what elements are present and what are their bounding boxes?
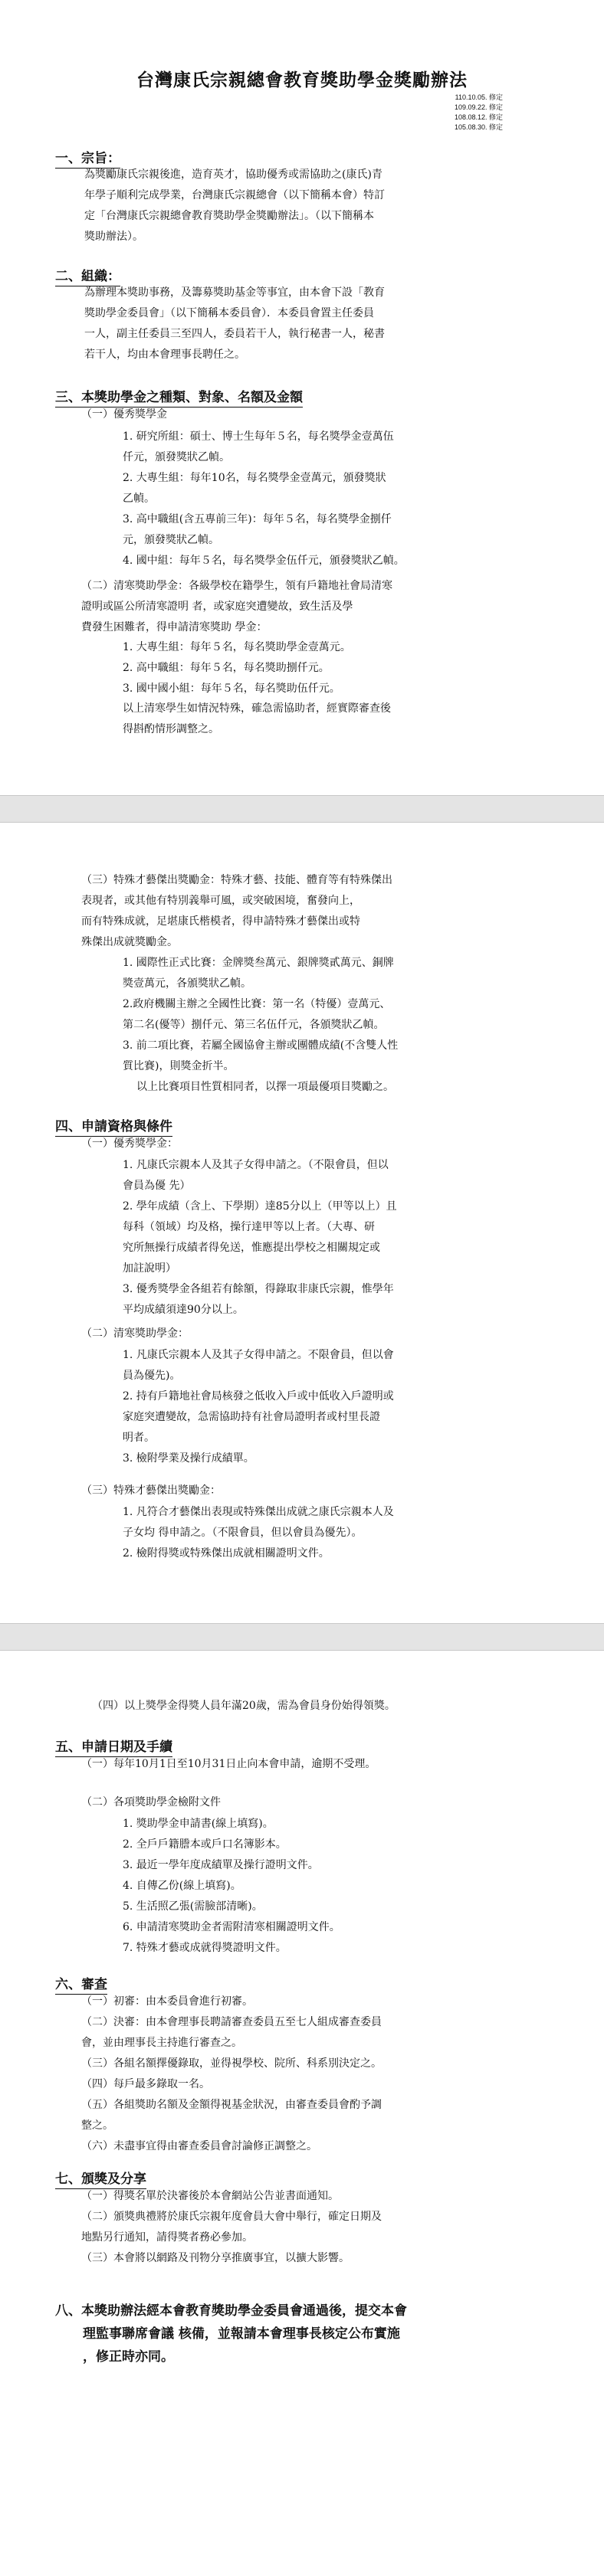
eligibility-need-list [123, 1345, 394, 1469]
list-item: 會員為優 先） [123, 1180, 191, 1192]
merit-scholarship-list [123, 427, 405, 571]
list-item: 會，並由理事長主持進行審查之。 [81, 2037, 242, 2049]
list-item: 元，頒發獎狀乙幀。 [123, 534, 219, 546]
list-item: 第二名(優等）捌仟元、第三名伍仟元，各頒獎狀乙幀。 [123, 1019, 385, 1031]
eligibility-talent-list [123, 1502, 394, 1564]
list-item: 4. 國中組：每年５名，每名獎學金伍仟元，頒發獎狀乙幀。 [123, 555, 405, 567]
list-item: 3. 最近一學年度成績單及操行證明文件。 [123, 1859, 319, 1871]
list-item: 3. 國中國小組：每年５名，每名獎助伍仟元。 [123, 682, 340, 695]
list-item: 1. 大專生組：每年５名，每名獎助學金壹萬元。 [123, 641, 351, 653]
purpose-text: 為獎勵康氏宗親後進，造育英才，協助優秀或需協助之(康氏)青 年學子順利完成學業，台灣康氏宗親總會（以下簡稱本會）特訂 定「台灣康氏宗親總會教育獎助學金獎勵辦法」。（以下簡稱本 獎助辦法）。 [84, 169, 385, 243]
list-item: （一）初審：由本委員會進行初審。 [81, 1995, 253, 2008]
list-item: 員為優先)。 [123, 1370, 181, 1382]
list-item: 2. 高中職組：每年５名，每名獎助捌仟元。 [123, 662, 330, 674]
section-enactment: 八、本獎助辦法經本會教育獎助學金委員會通過後，提交本會 理監事聯席會議 核備，並報請本會理事長核定公布實施 ，修正時亦同。 [55, 2303, 407, 2365]
application-documents-subheading: （二）各項獎助學金檢附文件 [81, 1796, 221, 1808]
list-item: （五）各組獎助名額及金額得視基金狀況，由審查委員會酌予調 [81, 2099, 382, 2111]
list-item: 獎壹萬元，各頒獎狀乙幀。 [123, 977, 251, 990]
list-item: （一）得獎名單於決審後於本會網站公告並書面通知。 [81, 2190, 339, 2202]
eligibility-talent-subheading: （三）特殊才藝傑出獎勵金： [81, 1484, 221, 1497]
list-item: 質比賽)，則獎金折半。 [123, 1060, 235, 1072]
section-heading-award: 七、頒獎及分享 [55, 2168, 146, 2187]
list-item: 2. 大專生組：每年10名，每名獎學金壹萬元，頒發獎狀 [123, 472, 386, 484]
section-heading-eligibility: 四、申請資格與條件 [55, 1115, 172, 1134]
revision-date: 108.08.12. 修定 [454, 113, 503, 121]
page-gap [0, 795, 604, 823]
list-item: （六）未盡事宜得由審查委員會討論修正調整之。 [81, 2140, 317, 2152]
list-item: 2.政府機關主辦之全國性比賽：第一名（特優）壹萬元、 [123, 998, 391, 1010]
list-item: 每科（領域）均及格，操行達甲等以上者。（大專、研 [123, 1221, 375, 1233]
list-item: 3. 優秀獎學金各組若有餘額，得錄取非康氏宗親，惟學年 [123, 1283, 394, 1295]
section-heading-application: 五、申請日期及手續 [55, 1736, 172, 1755]
list-item: 5. 生活照乙張(需臉部清晰)。 [123, 1900, 263, 1913]
talent-award-list [123, 953, 398, 1077]
section-heading-purpose: 一、宗旨： [55, 147, 120, 166]
application-documents-list [123, 1814, 340, 1959]
list-item: （二）決審：由本會理事長聘請審查委員五至七人組成審查委員 [81, 2016, 382, 2028]
list-item: 4. 自傳乙份(線上填寫)。 [123, 1880, 241, 1892]
application-period: （一）每年10月1日至10月31日止向本會申請，逾期不受理。 [81, 1758, 376, 1770]
section-heading-review: 六、審查 [55, 1973, 107, 1992]
organization-text: 為辦理本獎助事務，及籌募獎助基金等事宜，由本會下設「教育 獎助學金委員會」（以下簡稱本委員會）．本委員會置主任委員 一人，副主任委員三至四人，委員若干人，執行秘書一人，秘書 若干人，均由本會理事長聘任之。 [84, 286, 385, 361]
list-item: 2. 持有戶籍地社會局核發之低收入戶或中低收入戶證明或 [123, 1390, 394, 1403]
list-item: 2. 全戶戶籍謄本或戶口名簿影本。 [123, 1838, 287, 1851]
list-item: 地點另行通知，請得獎者務必參加。 [81, 2231, 253, 2244]
list-item: 1. 凡康氏宗親本人及其子女得申請之。不限會員，但以會 [123, 1349, 394, 1361]
list-item: 6. 申請清寒獎助金者需附清寒相關證明文件。 [123, 1921, 340, 1933]
list-item: 2. 學年成績（含上、下學期）達85分以上（甲等以上）且 [123, 1200, 397, 1213]
list-item: （二）頒獎典禮將於康氏宗親年度會員大會中舉行，確定日期及 [81, 2211, 382, 2223]
list-item: （四）每戶最多錄取一名。 [81, 2078, 210, 2090]
list-item: 1. 獎助學金申請書(線上填寫)。 [123, 1818, 274, 1830]
list-item: 7. 特殊才藝或成就得獎證明文件。 [123, 1942, 287, 1954]
revision-date: 109.09.22. 修定 [454, 103, 503, 111]
section-heading-types: 三、本獎助學金之種類、對象、名額及金額 [55, 386, 303, 405]
list-item: （三）本會將以網路及刊物分享推廣事宜，以擴大影響。 [81, 2252, 350, 2264]
eligibility-need-subheading: （二）清寒獎助學金： [81, 1327, 189, 1340]
revision-date: 105.08.30. 修定 [454, 123, 503, 131]
list-item: 加註說明） [123, 1262, 176, 1275]
list-item: 3. 高中職組(含五專前三年)：每年５名，每名獎學金捌仟 [123, 513, 392, 525]
list-item: 1. 國際性正式比賽：金牌獎叁萬元、銀牌獎貳萬元、銅牌 [123, 957, 394, 969]
eligibility-merit-list [123, 1155, 397, 1321]
list-item: 明者。 [123, 1432, 155, 1444]
need-based-grant-text: （二）清寒獎助學金：各級學校在籍學生，領有戶籍地社會局清寒 證明或區公所清寒證明 者，或家庭突遭變故，致生活及學 費發生困難者，得申請清寒獎助 學金： [81, 580, 392, 633]
list-item: 仟元，頒發獎狀乙幀。 [123, 451, 230, 463]
talent-award-text: （三）特殊才藝傑出獎勵金：特殊才藝、技能、體育等有特殊傑出 表現者，或其他有特別義舉可風，或突破困境，奮發向上， 而有特殊成就，足堪康氏楷模者，得申請特殊才藝傑出或特 殊傑出成就獎勵金。 [81, 874, 392, 948]
review-list [81, 1992, 382, 2157]
list-item: （三）各組名額擇優錄取，並得視學校、院所、科系別決定之。 [81, 2057, 382, 2070]
list-item: 3. 前二項比賽，若屬全國協會主辦或團體成績(不含雙人性 [123, 1039, 399, 1052]
revision-date: 110.10.05. 修定 [455, 93, 503, 101]
section-heading-organization: 二、組織： [55, 265, 120, 284]
list-item: 1. 研究所組：碩士、博士生每年５名，每名獎學金壹萬伍 [123, 430, 394, 443]
list-item: 乙幀。 [123, 493, 155, 505]
document-title: 台灣康氏宗親總會教育獎助學金獎勵辦法 [136, 70, 468, 90]
need-based-grant-list [123, 637, 351, 699]
list-item: 2. 檢附得獎或特殊傑出成就相關證明文件。 [123, 1547, 330, 1560]
eligibility-merit-subheading: （一）優秀獎學金： [81, 1137, 178, 1150]
list-item: 1. 凡康氏宗親本人及其子女得申請之。（不限會員，但以 [123, 1159, 389, 1171]
list-item: 3. 檢附學業及操行成績單。 [123, 1452, 254, 1465]
talent-award-note: 以上比賽項目性質相同者，以擇一項最優項目獎勵之。 [136, 1081, 394, 1093]
award-list [81, 2186, 382, 2269]
list-item: 整之。 [81, 2119, 113, 2132]
revision-history [455, 93, 503, 133]
list-item: 1. 凡符合才藝傑出表現或特殊傑出成就之康氏宗親本人及 [123, 1506, 394, 1518]
page-gap [0, 1623, 604, 1651]
merit-scholarship-subheading: （一）優秀獎學金 [81, 408, 167, 421]
need-based-grant-note: 以上清寒學生如情況特殊，確急需協助者，經實際審查後 得斟酌情形調整之。 [123, 702, 391, 735]
list-item: 平均成績須達90分以上。 [123, 1304, 244, 1316]
list-item: 究所無操行成績者得免送，惟應提出學校之相關規定或 [123, 1242, 380, 1254]
eligibility-age-note: （四）以上獎學金得獎人員年滿20歲，需為會員身份始得領獎。 [92, 1700, 396, 1712]
list-item: 子女均 得申請之。（不限會員，但以會員為優先）。 [123, 1527, 363, 1539]
list-item: 家庭突遭變故，急需協助持有社會局證明者或村里長證 [123, 1411, 380, 1423]
